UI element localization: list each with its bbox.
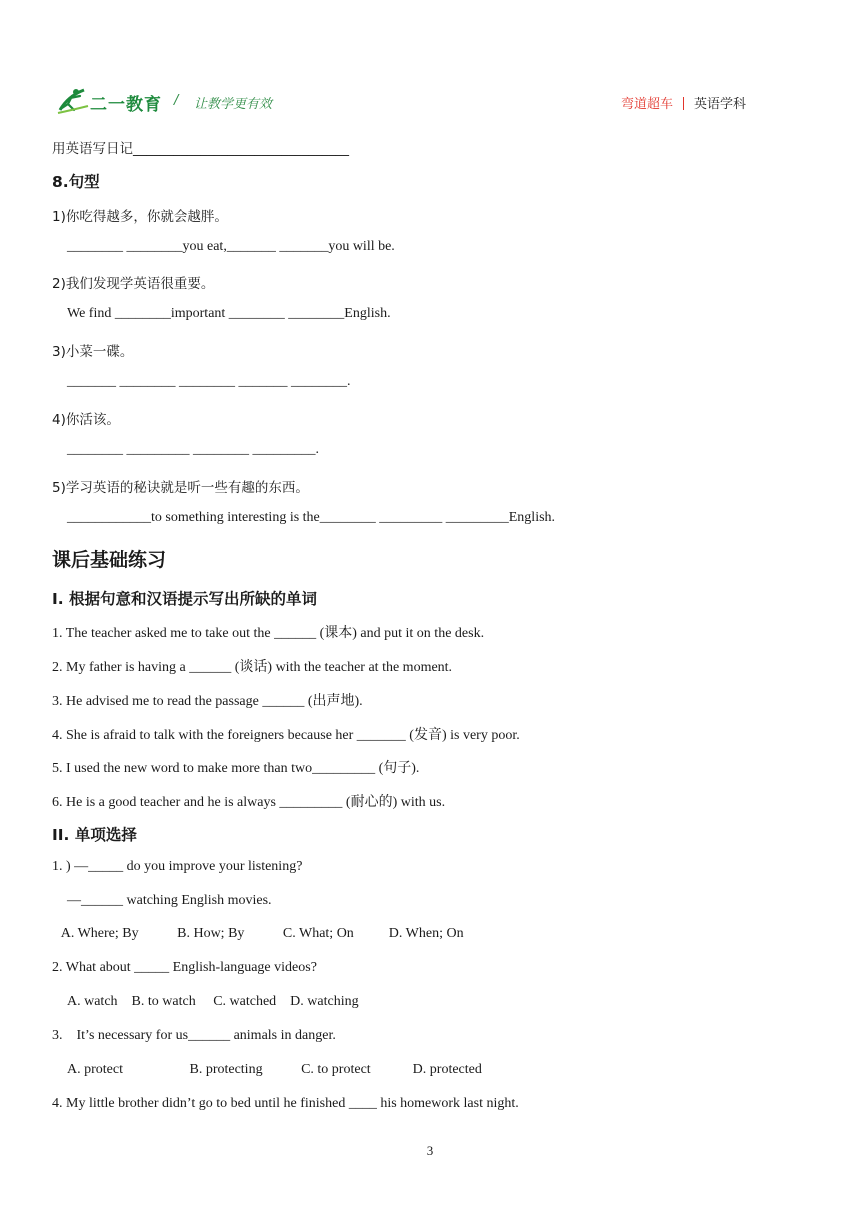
diary-line: 用英语写日记________________________________ [52, 141, 349, 157]
slogan-divider: / [174, 93, 179, 108]
section-title-exercises: 课后基础练习 [52, 549, 167, 571]
exercise-heading-2: II. 单项选择 [52, 826, 137, 844]
blank-line-2: We find ________important ________ ________English. [67, 306, 391, 321]
question-item: 4. She is afraid to talk with the foreigners because her _______ (发音) is very poor. [52, 728, 520, 743]
mcq-question: 2. What about _____ English-language videos? [52, 960, 317, 975]
mcq-options: A. protect B. protecting C. to protect D. protected [67, 1062, 482, 1077]
logo-text: 二一教育 [90, 95, 162, 115]
header-tagline: 弯道超车 [620, 97, 673, 112]
prompt-4: 4)你活该。 [52, 412, 120, 428]
mcq-question: 3. It’s necessary for us______ animals in danger. [52, 1028, 336, 1043]
mcq-options: A. watch B. to watch C. watched D. watching [67, 994, 359, 1009]
section-heading-sentence-patterns: 8.句型 [52, 173, 100, 191]
mcq-question: 1. ) —_____ do you improve your listening? [52, 859, 303, 874]
header-subject: 英语学科 [693, 97, 746, 112]
page-header [56, 84, 746, 118]
prompt-1: 1)你吃得越多，你就会越胖。 [52, 209, 228, 225]
prompt-2: 2)我们发现学英语很重要。 [52, 276, 215, 292]
prompt-5: 5)学习英语的秘诀就是听一些有趣的东西。 [52, 480, 309, 496]
mcq-options: A. Where; By B. How; By C. What; On D. When; On [58, 926, 464, 941]
mcq-question: 4. My little brother didn’t go to bed until he finished ____ his homework last night. [52, 1096, 519, 1111]
blank-line-1: ________ ________you eat,_______ _______you will be. [67, 239, 395, 254]
mcq-question-cont: —______ watching English movies. [67, 893, 272, 908]
question-item: 6. He is a good teacher and he is always _________ (耐心的) with us. [52, 795, 446, 810]
exercise-heading-1: I. 根据句意和汉语提示写出所缺的单词 [52, 590, 318, 608]
header-right [621, 93, 746, 112]
slogan: 让教学更有效 [194, 97, 273, 112]
logo [56, 86, 166, 116]
page-number: 3 [426, 1143, 434, 1158]
blank-line-3: _______ ________ ________ _______ ________. [67, 374, 351, 389]
blank-line-5: ____________to something interesting is the________ _________ _________English. [67, 510, 556, 525]
question-item: 5. I used the new word to make more than two_________ (句子). [52, 761, 420, 776]
runner-logo-icon [56, 86, 90, 116]
header-divider [683, 97, 684, 110]
blank-line-4: ________ _________ ________ _________. [67, 442, 319, 457]
question-item: 1. The teacher asked me to take out the ______ (课本) and put it on the desk. [52, 626, 485, 641]
question-item: 2. My father is having a ______ (谈话) with the teacher at the moment. [52, 660, 453, 675]
question-item: 3. He advised me to read the passage ______ (出声地). [52, 694, 363, 709]
prompt-3: 3)小菜一碟。 [52, 344, 134, 360]
